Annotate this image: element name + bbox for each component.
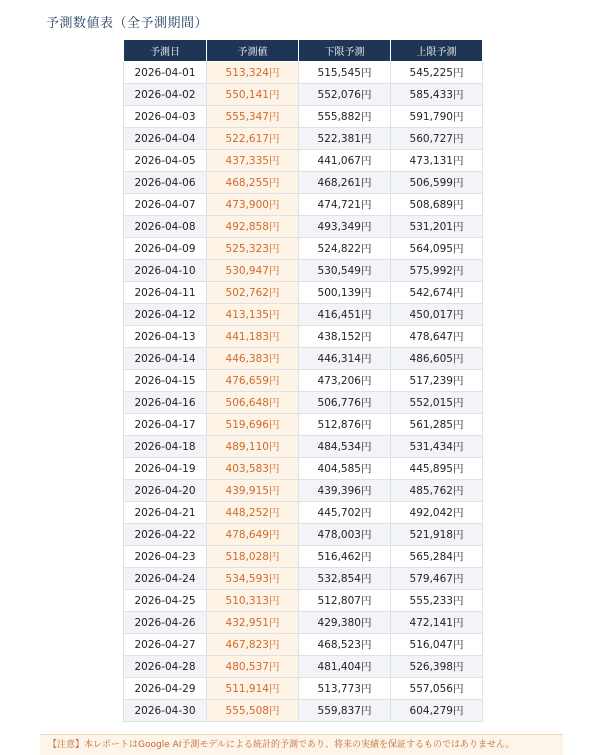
forecast-cell: 448,252円 [207, 502, 299, 524]
lower-bound-cell: 555,882円 [299, 106, 391, 128]
table-row [124, 150, 483, 172]
date-cell: 2026-04-09 [124, 238, 207, 260]
table-row [124, 62, 483, 84]
upper-bound-cell: 445,895円 [391, 458, 483, 480]
forecast-cell: 518,028円 [207, 546, 299, 568]
table-row [124, 172, 483, 194]
date-cell: 2026-04-13 [124, 326, 207, 348]
forecast-cell: 403,583円 [207, 458, 299, 480]
upper-bound-cell: 506,599円 [391, 172, 483, 194]
table-row [124, 370, 483, 392]
lower-bound-cell: 416,451円 [299, 304, 391, 326]
lower-bound-cell: 559,837円 [299, 700, 391, 722]
table-row [124, 194, 483, 216]
date-cell: 2026-04-12 [124, 304, 207, 326]
table-row [124, 634, 483, 656]
upper-bound-cell: 545,225円 [391, 62, 483, 84]
date-cell: 2026-04-26 [124, 612, 207, 634]
upper-bound-cell: 508,689円 [391, 194, 483, 216]
date-cell: 2026-04-08 [124, 216, 207, 238]
table-row [124, 304, 483, 326]
date-cell: 2026-04-19 [124, 458, 207, 480]
upper-bound-cell: 473,131円 [391, 150, 483, 172]
date-cell: 2026-04-02 [124, 84, 207, 106]
date-cell: 2026-04-27 [124, 634, 207, 656]
upper-bound-cell: 575,992円 [391, 260, 483, 282]
lower-bound-cell: 513,773円 [299, 678, 391, 700]
upper-bound-cell: 478,647円 [391, 326, 483, 348]
forecast-cell: 492,858円 [207, 216, 299, 238]
upper-bound-cell: 552,015円 [391, 392, 483, 414]
date-cell: 2026-04-10 [124, 260, 207, 282]
forecast-cell: 441,183円 [207, 326, 299, 348]
column-header-forecast: 予測値 [207, 40, 299, 62]
forecast-cell: 478,649円 [207, 524, 299, 546]
table-row [124, 238, 483, 260]
forecast-cell: 519,696円 [207, 414, 299, 436]
date-cell: 2026-04-04 [124, 128, 207, 150]
upper-bound-cell: 517,239円 [391, 370, 483, 392]
date-cell: 2026-04-30 [124, 700, 207, 722]
forecast-cell: 550,141円 [207, 84, 299, 106]
forecast-cell: 534,593円 [207, 568, 299, 590]
upper-bound-cell: 560,727円 [391, 128, 483, 150]
lower-bound-cell: 484,534円 [299, 436, 391, 458]
lower-bound-cell: 446,314円 [299, 348, 391, 370]
table-row [124, 502, 483, 524]
forecast-cell: 510,313円 [207, 590, 299, 612]
lower-bound-cell: 478,003円 [299, 524, 391, 546]
forecast-cell: 476,659円 [207, 370, 299, 392]
table-row [124, 326, 483, 348]
table-row [124, 458, 483, 480]
upper-bound-cell: 516,047円 [391, 634, 483, 656]
date-cell: 2026-04-03 [124, 106, 207, 128]
forecast-cell: 511,914円 [207, 678, 299, 700]
date-cell: 2026-04-05 [124, 150, 207, 172]
date-cell: 2026-04-14 [124, 348, 207, 370]
lower-bound-cell: 445,702円 [299, 502, 391, 524]
table-row [124, 282, 483, 304]
forecast-cell: 525,323円 [207, 238, 299, 260]
upper-bound-cell: 531,201円 [391, 216, 483, 238]
lower-bound-cell: 532,854円 [299, 568, 391, 590]
upper-bound-cell: 485,762円 [391, 480, 483, 502]
upper-bound-cell: 565,284円 [391, 546, 483, 568]
forecast-table [123, 39, 483, 722]
date-cell: 2026-04-20 [124, 480, 207, 502]
date-cell: 2026-04-18 [124, 436, 207, 458]
date-cell: 2026-04-07 [124, 194, 207, 216]
forecast-cell: 522,617円 [207, 128, 299, 150]
table-row [124, 348, 483, 370]
forecast-cell: 480,537円 [207, 656, 299, 678]
upper-bound-cell: 585,433円 [391, 84, 483, 106]
forecast-cell: 555,508円 [207, 700, 299, 722]
table-row [124, 414, 483, 436]
date-cell: 2026-04-16 [124, 392, 207, 414]
table-header-row [124, 40, 483, 62]
forecast-cell: 530,947円 [207, 260, 299, 282]
upper-bound-cell: 561,285円 [391, 414, 483, 436]
table-row [124, 480, 483, 502]
disclaimer-note: 【注意】本レポートはGoogle AI予測モデルによる統計的予測であり、将来の実績を保証するものではありません。 [40, 734, 563, 755]
upper-bound-cell: 486,605円 [391, 348, 483, 370]
lower-bound-cell: 552,076円 [299, 84, 391, 106]
upper-bound-cell: 492,042円 [391, 502, 483, 524]
date-cell: 2026-04-06 [124, 172, 207, 194]
upper-bound-cell: 531,434円 [391, 436, 483, 458]
table-row [124, 436, 483, 458]
forecast-cell: 502,762円 [207, 282, 299, 304]
lower-bound-cell: 474,721円 [299, 194, 391, 216]
date-cell: 2026-04-22 [124, 524, 207, 546]
date-cell: 2026-04-24 [124, 568, 207, 590]
forecast-cell: 473,900円 [207, 194, 299, 216]
lower-bound-cell: 438,152円 [299, 326, 391, 348]
upper-bound-cell: 579,467円 [391, 568, 483, 590]
lower-bound-cell: 468,261円 [299, 172, 391, 194]
table-row [124, 106, 483, 128]
forecast-cell: 439,915円 [207, 480, 299, 502]
lower-bound-cell: 515,545円 [299, 62, 391, 84]
table-row [124, 568, 483, 590]
column-header-upper-bound: 上限予測 [391, 40, 483, 62]
date-cell: 2026-04-21 [124, 502, 207, 524]
page-title: 予測数値表（全予測期間） [46, 16, 209, 31]
lower-bound-cell: 524,822円 [299, 238, 391, 260]
lower-bound-cell: 441,067円 [299, 150, 391, 172]
table-row [124, 84, 483, 106]
forecast-cell: 513,324円 [207, 62, 299, 84]
table-row [124, 612, 483, 634]
date-cell: 2026-04-11 [124, 282, 207, 304]
forecast-cell: 446,383円 [207, 348, 299, 370]
forecast-cell: 432,951円 [207, 612, 299, 634]
upper-bound-cell: 472,141円 [391, 612, 483, 634]
upper-bound-cell: 450,017円 [391, 304, 483, 326]
lower-bound-cell: 439,396円 [299, 480, 391, 502]
forecast-cell: 555,347円 [207, 106, 299, 128]
lower-bound-cell: 429,380円 [299, 612, 391, 634]
column-header-lower-bound: 下限予測 [299, 40, 391, 62]
table-row [124, 524, 483, 546]
table-row [124, 546, 483, 568]
upper-bound-cell: 555,233円 [391, 590, 483, 612]
lower-bound-cell: 404,585円 [299, 458, 391, 480]
upper-bound-cell: 591,790円 [391, 106, 483, 128]
lower-bound-cell: 512,807円 [299, 590, 391, 612]
date-cell: 2026-04-25 [124, 590, 207, 612]
date-cell: 2026-04-01 [124, 62, 207, 84]
upper-bound-cell: 521,918円 [391, 524, 483, 546]
date-cell: 2026-04-23 [124, 546, 207, 568]
table-row [124, 260, 483, 282]
forecast-cell: 413,135円 [207, 304, 299, 326]
lower-bound-cell: 522,381円 [299, 128, 391, 150]
date-cell: 2026-04-17 [124, 414, 207, 436]
table-row [124, 216, 483, 238]
forecast-cell: 468,255円 [207, 172, 299, 194]
date-cell: 2026-04-29 [124, 678, 207, 700]
forecast-cell: 506,648円 [207, 392, 299, 414]
upper-bound-cell: 542,674円 [391, 282, 483, 304]
date-cell: 2026-04-28 [124, 656, 207, 678]
table-row [124, 700, 483, 722]
lower-bound-cell: 481,404円 [299, 656, 391, 678]
lower-bound-cell: 512,876円 [299, 414, 391, 436]
forecast-cell: 437,335円 [207, 150, 299, 172]
table-row [124, 590, 483, 612]
lower-bound-cell: 530,549円 [299, 260, 391, 282]
lower-bound-cell: 500,139円 [299, 282, 391, 304]
lower-bound-cell: 468,523円 [299, 634, 391, 656]
lower-bound-cell: 516,462円 [299, 546, 391, 568]
date-cell: 2026-04-15 [124, 370, 207, 392]
upper-bound-cell: 526,398円 [391, 656, 483, 678]
table-row [124, 678, 483, 700]
upper-bound-cell: 557,056円 [391, 678, 483, 700]
lower-bound-cell: 506,776円 [299, 392, 391, 414]
upper-bound-cell: 604,279円 [391, 700, 483, 722]
upper-bound-cell: 564,095円 [391, 238, 483, 260]
lower-bound-cell: 473,206円 [299, 370, 391, 392]
table-row [124, 656, 483, 678]
forecast-cell: 467,823円 [207, 634, 299, 656]
lower-bound-cell: 493,349円 [299, 216, 391, 238]
table-row [124, 128, 483, 150]
column-header-date: 予測日 [124, 40, 207, 62]
forecast-cell: 489,110円 [207, 436, 299, 458]
table-row [124, 392, 483, 414]
